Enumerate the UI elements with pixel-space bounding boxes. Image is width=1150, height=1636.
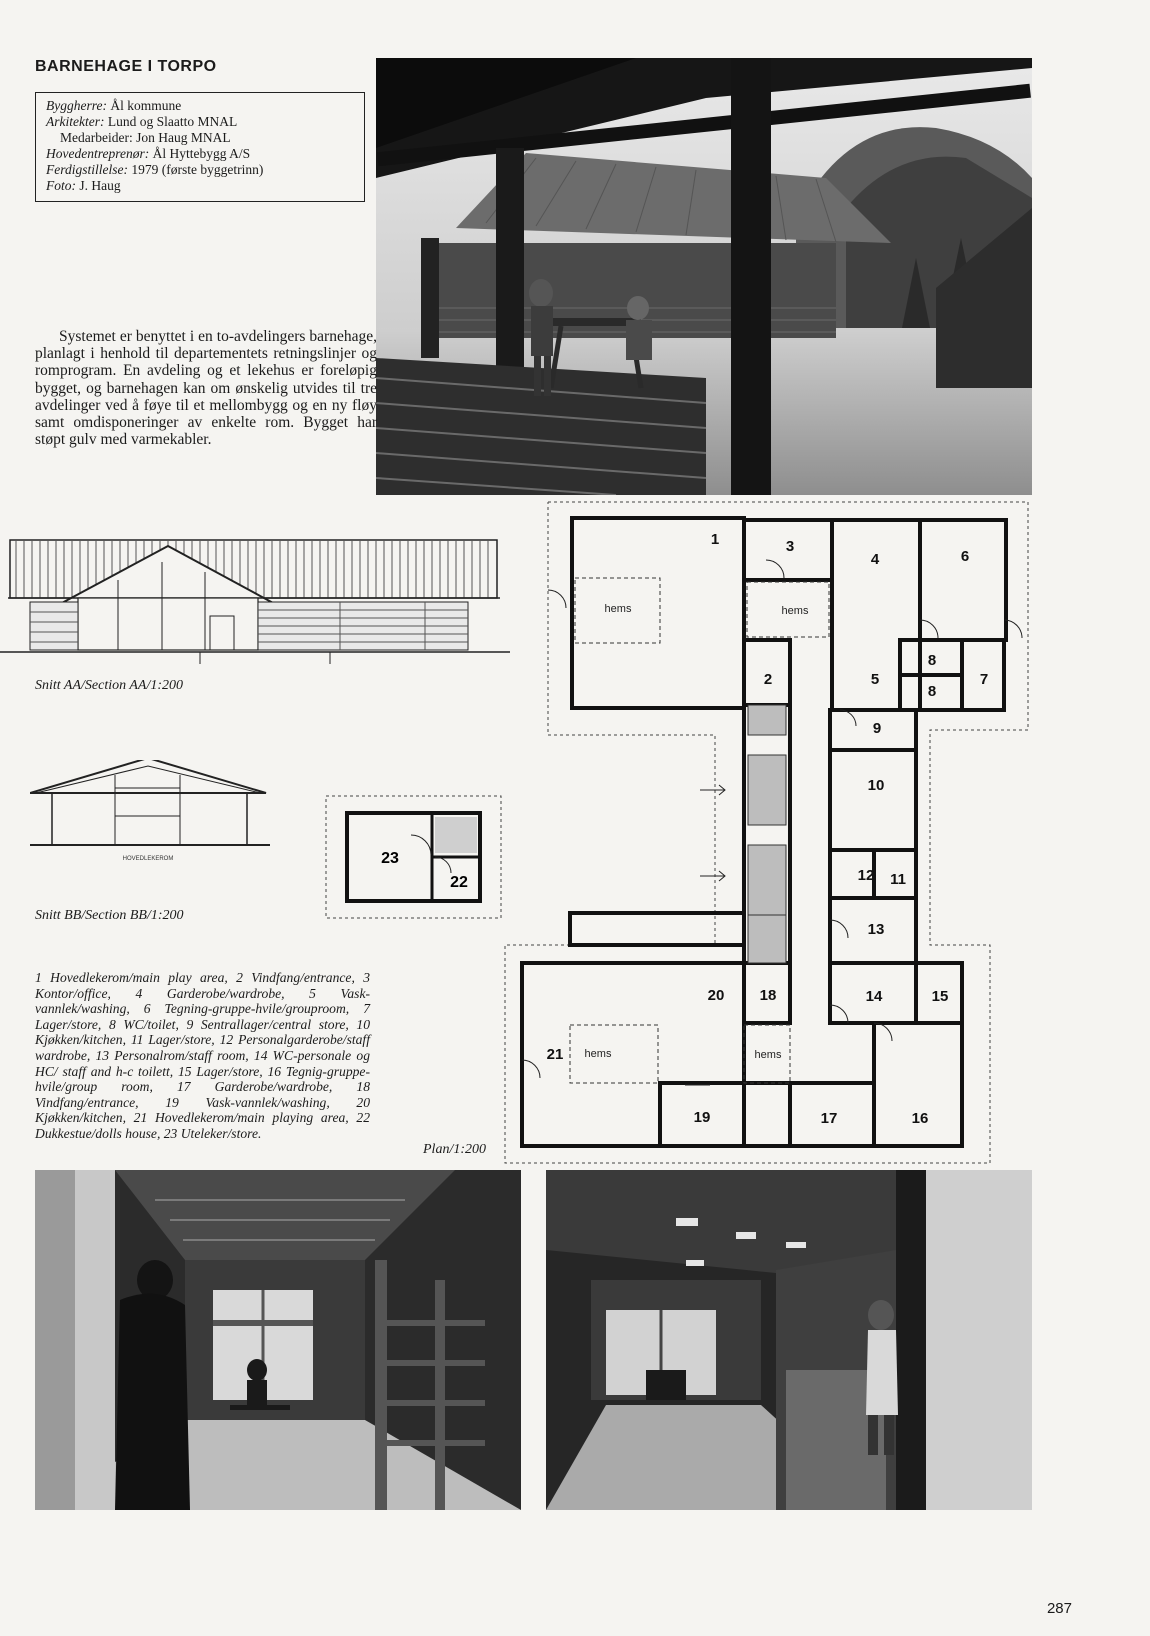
article-body-text: Systemet er benyttet i en to-avdelingers barnehage, planlagt i henhold til departementets retningslinjer og romprogram. En avdeling og et lekehus er foreløpig bygget, og barnehagen kan om ønskelig utvides til tre avdelinger ved å føye til et mellombygg og en ny fløy samt omdisponeringer av enkelte rom. Bygget har støpt gulv med varmekabler. (35, 328, 377, 449)
room-11-label: 11 (890, 871, 906, 888)
room-22-label: 22 (450, 874, 468, 891)
room-1-label: 1 (710, 531, 720, 548)
room-8b-label: 8 (927, 683, 937, 700)
floor-plan (500, 500, 1030, 1165)
hems-label-2: hems (781, 605, 809, 617)
room-10-label: 10 (867, 777, 885, 794)
room-4-label: 4 (870, 551, 880, 568)
caption-section-aa: Snitt AA/Section AA/1:200 (35, 678, 184, 693)
credit-value: 1979 (første byggetrinn) (131, 162, 264, 177)
room-2-label: 2 (763, 671, 773, 688)
article-title: BARNEHAGE I TORPO (35, 58, 217, 75)
credit-key: Arkitekter: (46, 114, 105, 129)
hems-label-3: hems (584, 1048, 612, 1060)
credit-line (46, 162, 354, 178)
veranda-photo-illustration (376, 58, 1032, 495)
section-bb-drawing (30, 760, 270, 865)
credits-box (35, 92, 365, 202)
room-14-label: 14 (865, 988, 883, 1005)
room-16-label: 16 (911, 1110, 929, 1127)
credit-key: Hovedentreprenør: (46, 146, 150, 161)
room-18-label: 18 (759, 987, 777, 1004)
credit-value: Ål kommune (110, 98, 182, 113)
room-legend: 1 Hovedlekerom/main play area, 2 Vindfang/entrance, 3 Kontor/office, 4 Garderobe/wardrobe, 5 Vask-vannlek/washing, 6 Tegning-gruppe-hvile/grouproom, 7 Lager/store, 8 WC/toilet, 9 Sentrallager/central store, 10 Kjøkken/kitchen, 11 Lager/store, 12 Personalgarderobe/staff wardrobe, 13 Personalrom/staff room, 14 WC-personale og HC/ staff and h-c toilett, 15 Lager/store, 16 Tegnig-gruppe-hvile/group room, 17 Garderobe/wardrobe, 18 Vindfang/entrance, 19 Vask-vannlek/washing, 20 Kjøkken/kitchen, 21 Hovedlekerom/main playing area, 22 Dukkestue/dolls house, 23 Uteleker/store. (35, 970, 370, 1141)
photo-exterior-veranda (376, 58, 1032, 495)
room-19-label: 19 (693, 1109, 711, 1126)
section-bb-room-label: HOVEDLEKEROM (122, 856, 174, 862)
section-aa-drawing (0, 532, 510, 672)
credit-line (46, 98, 354, 114)
room-7-label: 7 (979, 671, 989, 688)
room-8a-label: 8 (927, 652, 937, 669)
credit-key: Byggherre: (46, 98, 107, 113)
credit-value: J. Haug (79, 178, 121, 193)
hems-label-1: hems (604, 603, 632, 615)
room-5-label: 5 (870, 671, 880, 688)
page-number: 287 (1046, 1600, 1072, 1617)
room-15-label: 15 (931, 988, 949, 1005)
room-9-label: 9 (872, 720, 882, 737)
credit-value: Medarbeider: Jon Haug MNAL (60, 130, 231, 145)
caption-section-bb: Snitt BB/Section BB/1:200 (35, 908, 184, 923)
room-13-label: 13 (867, 921, 885, 938)
photo-interior-right (546, 1170, 1032, 1510)
dolls-house-plan (325, 795, 503, 920)
photo-interior-left (35, 1170, 521, 1510)
room-12-label: 12 (857, 867, 875, 884)
hems-label-4: hems (754, 1049, 782, 1061)
credit-key: Ferdigstillelse: (46, 162, 128, 177)
credit-key: Foto: (46, 178, 76, 193)
credit-value: Ål Hyttebygg A/S (152, 146, 251, 161)
room-21-label: 21 (546, 1046, 564, 1063)
credit-line (46, 130, 354, 146)
room-3-label: 3 (785, 538, 795, 555)
credit-line (46, 146, 354, 162)
caption-plan: Plan/1:200 (423, 1142, 486, 1157)
room-23-label: 23 (381, 850, 399, 867)
credit-line (46, 114, 354, 130)
room-6-label: 6 (960, 548, 970, 565)
credit-value: Lund og Slaatto MNAL (107, 114, 238, 129)
room-17-label: 17 (820, 1110, 838, 1127)
credit-line (46, 178, 354, 194)
room-20-label: 20 (707, 987, 725, 1004)
